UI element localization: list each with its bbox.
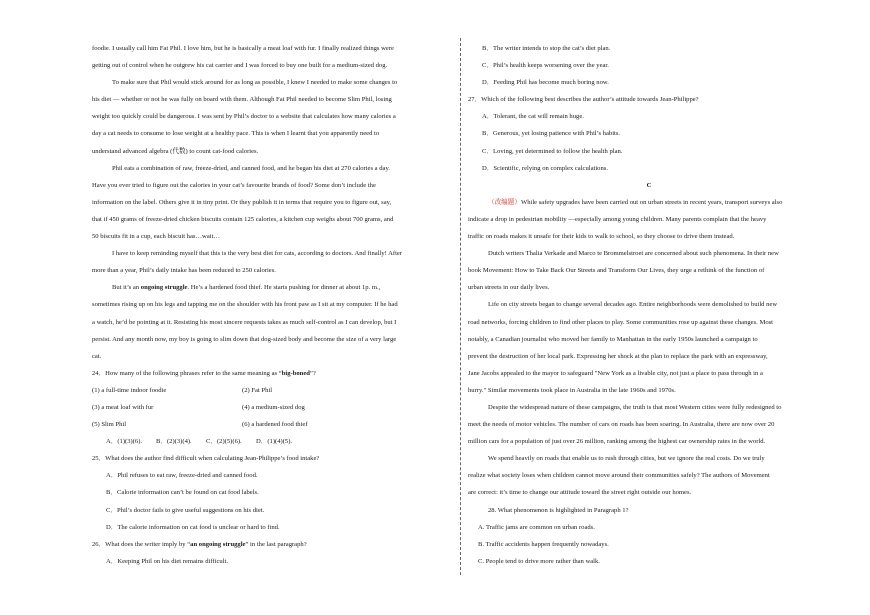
text-span: ” in the last paragraph? (245, 540, 307, 548)
text-span: ”? (309, 369, 316, 377)
question-25 (92, 450, 455, 535)
choice-a[interactable]: A．Phil refuses to eat raw, freeze-dried and canned food. (106, 472, 258, 480)
text-line: cat. (92, 352, 102, 360)
question-28 (468, 502, 830, 570)
choice-d[interactable]: D．(1)(4)(5). (256, 438, 293, 446)
phrase-row (92, 416, 455, 433)
choice-b[interactable]: B．The writer intends to stop the cat’s diet plan. (482, 45, 611, 52)
text-span: 26．What does the writer imply by “ (92, 540, 191, 548)
paragraph-5 (92, 279, 455, 364)
question-27 (468, 91, 830, 176)
highlighted-phrase: big-boned (281, 369, 310, 377)
choice-c[interactable]: C．Loving, yet determined to follow the health plan. (482, 147, 623, 155)
text-line: day a cat needs to consume to lose weight at a healthy pace. This is when I learnt that you apparently need to (92, 130, 380, 138)
passage-c-paragraph-4 (468, 399, 830, 450)
phrase-row (92, 399, 455, 416)
text-line: that if 450 grams of freeze-dried chicken biscuits contain 125 calories, a kitchen cup weighs about 700 grams, and (92, 215, 394, 223)
text-line: Dutch writers Thalia Verkade and Marco te Brommelstroet are concerned about such phenomena. In their new (488, 250, 779, 258)
text-line: traffic on roads makes it unsafe for their kids to walk to school, so they choose to drive them instead. (468, 233, 735, 241)
text-line: million cars for a population of just over 26 million, ranking among the highest car ownership rates in the world. (468, 438, 766, 446)
passage-c-paragraph-2 (468, 245, 830, 296)
phrase-item: (3) a meat loaf with fur (92, 403, 154, 411)
passage-c-paragraph-3 (468, 296, 830, 399)
text-line (92, 279, 455, 296)
text-span: While safety upgrades have been carried out on urban streets in recent years, transport surveys also (520, 198, 783, 206)
text-line: prevent the destruction of her local park. Expressing her shock at the plan to replace the park with an expressway, (468, 352, 768, 360)
text-line: more than a year, Phil’s daily intake has been reduced to 250 calories. (92, 267, 276, 275)
text-line: We spend heavily on roads that enable us to rush through cities, but we ignore the real costs. Do we truly (488, 455, 765, 463)
text-line: hurry." Similar movements took place in Australia in the late 1960s and 1970s. (468, 386, 676, 394)
text-line: indicate a drop in pedestrian mobility —especially among young children. Many parents complain that the heavy (468, 215, 767, 223)
phrase-row (92, 382, 455, 399)
choice-b[interactable]: B．(2)(3)(4). (156, 438, 192, 446)
phrase-item: (2) Fat Phil (242, 386, 273, 394)
text-line: Life on city streets began to change several decades ago. Entire neighborhoods were demolished to build new (488, 301, 778, 309)
question-26 (92, 536, 455, 570)
choice-a[interactable]: A．Keeping Phil on his diet remains difficult. (106, 557, 229, 565)
text-line: a watch, he’d be pointing at it. Resisting his most sincere requests takes as much self-control as I can develop, but I (92, 318, 397, 326)
section-heading: C (646, 181, 652, 189)
text-line: are correct: it’s time to change our attitude toward the street right outside our homes. (468, 489, 692, 497)
text-line: notably, a Canadian journalist who moved her family to Manhattan in the early 1950s launched a campaign to (468, 335, 758, 343)
text-line (468, 194, 830, 211)
question-stem (92, 536, 455, 553)
text-line: Have you ever tried to figure out the calories in your cat’s favourite brands of food? Some don’t include the (92, 181, 376, 189)
text-line: weight too quickly could be dangerous. I was sent by Phil’s doctor to a website that calculates how many calories a (92, 113, 396, 121)
choice-b[interactable]: B．Generous, yet losing patience with Phil’s habits. (482, 130, 621, 138)
choice-row (92, 433, 455, 450)
text-line: I have to keep reminding myself that this is the very best diet for cats, according to doctors. And finally! After (112, 250, 403, 258)
text-line: foodie. I usually call him Fat Phil. I love him, but he is basically a meat loaf with fur. I finally realized things were (92, 45, 394, 52)
text-line: realize what society loses when children cannot move around their communities safely? The authors of Movement (468, 472, 770, 480)
question-24 (92, 365, 455, 450)
text-line: persist. And any month now, my boy is going to slim down that dog-sized body and become the size of a very large (92, 335, 397, 343)
adapted-tag: （改编题） (488, 198, 521, 206)
choice-c[interactable]: C．Phil’s health keeps worsening over the year. (482, 62, 609, 70)
phrase-item: (6) a hardened food thief (242, 421, 308, 429)
passage-c-paragraph-5 (468, 450, 830, 501)
phrase-item: (5) Slim Phil (92, 421, 127, 429)
text-line: Jane Jacobs appealed to the mayor to safeguard "New York as a livable city, not just a place to pass through in a (468, 369, 763, 377)
text-line: information on the label. Others give it in tiny print. Or they publish it in terms that require you to figure out, say, (92, 198, 392, 206)
choice-c[interactable]: C．(2)(5)(6). (206, 438, 242, 446)
question-stem: 25．What does the author find difficult when calculating Jean-Philippe’s food intake? (92, 455, 320, 463)
passage-c-paragraph-1 (468, 194, 830, 245)
choice-c[interactable]: C．Phil’s doctor fails to give useful suggestions on his diet. (106, 506, 265, 514)
highlighted-phrase: ongoing struggle (140, 284, 188, 292)
paragraph-3 (92, 160, 455, 245)
text-line: road networks, forcing children to find other places to play. Some communities rose up against these changes. Most (468, 318, 774, 326)
text-line: book Movement: How to Take Back Our Streets and Transform Our Lives, they urge a rethink of the function of (468, 267, 765, 275)
text-line: urban streets in our daily lives. (468, 284, 550, 292)
question-stem: 28. What phenomenon is highlighted in Paragraph 1? (488, 506, 629, 514)
text-line: meet the needs of motor vehicles. The number of cars on roads has been soaring. In Australia, there are now over 20 (468, 421, 775, 429)
text-line: Despite the widespread nature of these campaigns, the truth is that most Western cities were fully redesigned to (488, 403, 782, 411)
question-26-continued (468, 40, 830, 91)
choice-a[interactable]: A．Tolerant, the cat will remain huge. (482, 113, 584, 121)
question-stem: 27．Which of the following best describes the author’s attitude towards Jean-Philippe? (468, 96, 699, 104)
column-divider (460, 38, 461, 575)
phrase-item: (1) a full-time indoor foodie (92, 386, 167, 394)
text-line: getting out of control when he outgrew his cat carrier and I was forced to buy one built for a medium-sized dog. (92, 62, 388, 70)
choice-a[interactable]: A. Traffic jams are common on urban roads. (478, 523, 595, 531)
question-stem (92, 365, 455, 382)
text-line: To make sure that Phil would stick around for as long as possible, I knew I needed to make some changes to (112, 79, 398, 87)
choice-b[interactable]: B. Traffic accidents happen frequently nowadays. (478, 540, 609, 548)
left-column (92, 40, 455, 570)
text-line: his diet — whether or not he was fully on board with them. Although Fat Phil needed to become Slim Phil, losing (92, 96, 392, 104)
text-line: 50 biscuits fit in a cup, each biscuit has…wait… (92, 233, 221, 241)
choice-c[interactable]: C. People tend to drive more rather than walk. (478, 557, 600, 565)
text-line: understand advanced algebra (代数) to count cat-food calories. (92, 147, 259, 155)
text-span: But it’s an (112, 284, 141, 292)
choice-d[interactable]: D．Scientific, relying on complex calculations. (482, 164, 608, 172)
highlighted-phrase: an ongoing struggle (190, 540, 246, 548)
choice-d[interactable]: D．Feeding Phil has become much boring now. (482, 79, 609, 87)
text-line: sometimes rising up on his legs and tapping me on the shoulder with his front paw as I sit at my computer. If he had (92, 301, 398, 309)
choice-a[interactable]: A．(1)(3)(6). (106, 438, 143, 446)
text-span: . He’s a hardened food thief. He starts pushing for dinner at about 1p. m., (187, 284, 381, 292)
right-column (468, 40, 830, 570)
text-line: Phil eats a combination of raw, freeze-dried, and canned food, and he began his diet at 270 calories a day. (112, 164, 390, 172)
phrase-item: (4) a medium-sized dog (242, 403, 305, 411)
choice-d[interactable]: D．The calorie information on cat food is unclear or hard to find. (106, 523, 280, 531)
text-span: 24．How many of the following phrases refer to the same meaning as “ (92, 369, 282, 377)
paragraph-4 (92, 245, 455, 279)
choice-b[interactable]: B．Calorie information can’t be found on cat food labels. (106, 489, 259, 497)
paragraph-1 (92, 40, 455, 74)
paragraph-2 (92, 74, 455, 159)
